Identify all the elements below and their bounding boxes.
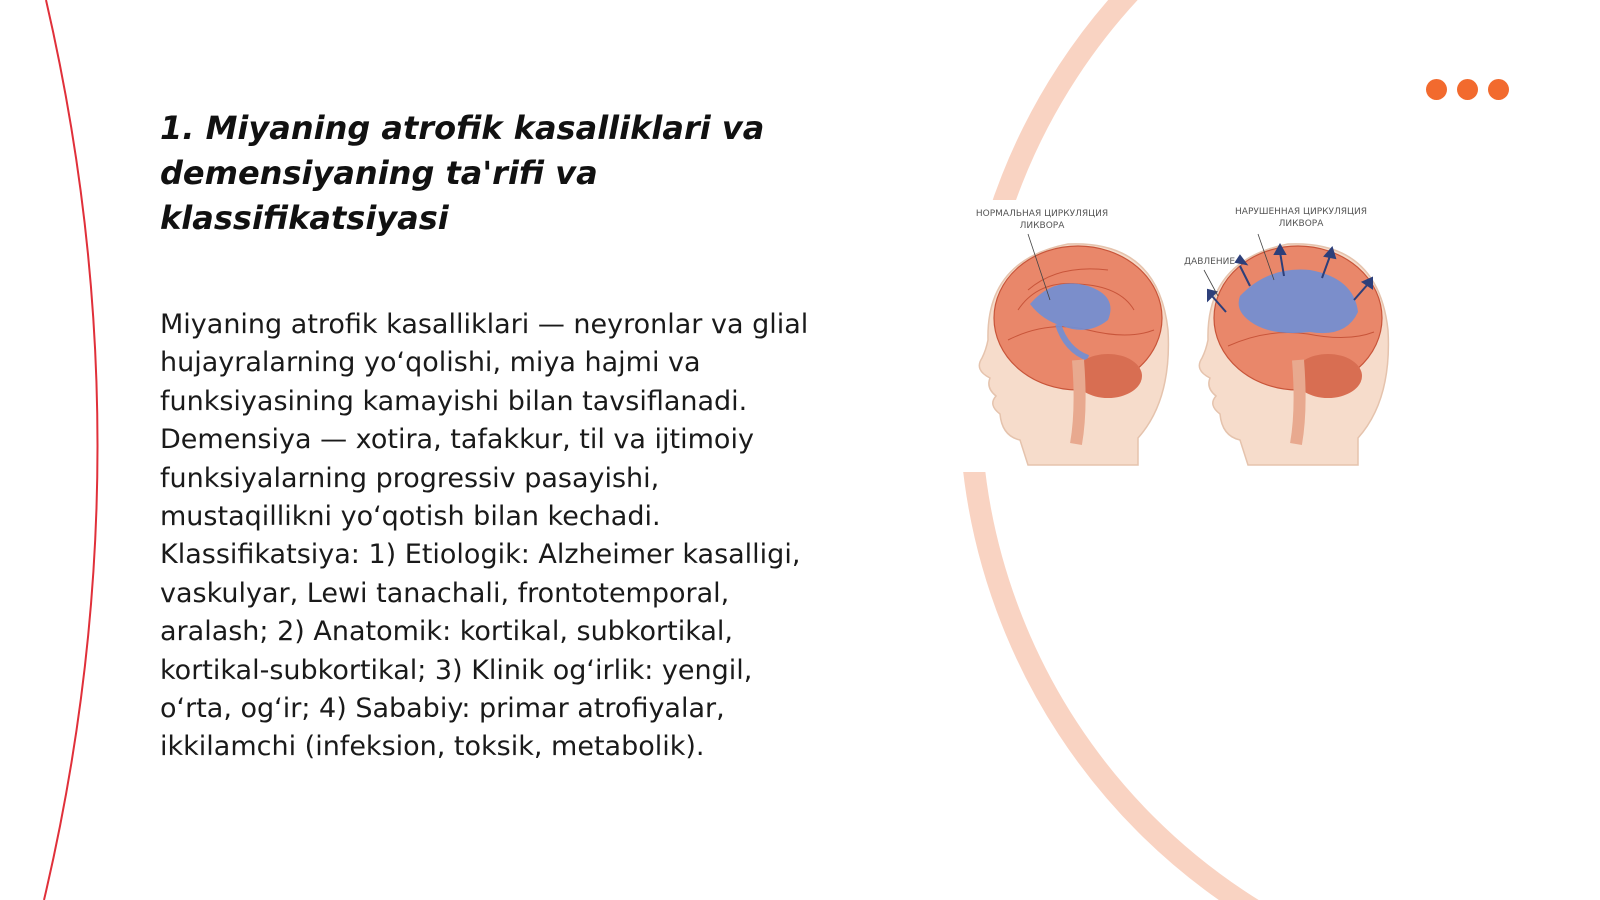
slide-title: 1. Miyaning atrofik kasalliklari va demensiyaning ta'rifi va klassifikatsiyasi — [160, 109, 765, 237]
dot-1 — [1426, 79, 1447, 100]
brain-csf-illustration — [958, 200, 1418, 472]
three-dots-icon — [1426, 79, 1509, 100]
dot-2 — [1457, 79, 1478, 100]
impaired-head-illustration — [1199, 234, 1388, 465]
label-normal-csf: НОРМАЛЬНАЯ ЦИРКУЛЯЦИЯ ЛИКВОРА — [975, 209, 1109, 231]
left-border-curve — [44, 0, 98, 900]
label-pressure: ДАВЛЕНИЕ — [1184, 257, 1236, 267]
slide-body-text: Miyaning atrofik kasalliklari — neyronlar va glial hujayralarning yo‘qolishi, miya hajmi va funksiyasining kamayishi bilan tavsiflanadi. Demensiya — xotira, tafakkur, til va ijtimoiy funksiyalarning progressiv pasayishi, mustaqillikni yo‘qotish bilan kechadi. Klassifikatsiya: 1) Etiologik: Alzheimer kasalligi, vaskulyar, Lewi tanachali, frontotemporal, aralash; 2) Anatomik: kortikal, subkortikal, kortikal-subkortikal; 3) Klinik og‘irlik: yengil, o‘rta, og‘ir; 4) Sababiy: primar atrofiyalar, ikkilamchi (infeksion, toksik, metabolik). — [160, 309, 809, 763]
label-impaired-csf: НАРУШЕННАЯ ЦИРКУЛЯЦИЯ ЛИКВОРА — [1235, 207, 1367, 229]
normal-head-illustration — [979, 234, 1168, 465]
dot-3 — [1488, 79, 1509, 100]
